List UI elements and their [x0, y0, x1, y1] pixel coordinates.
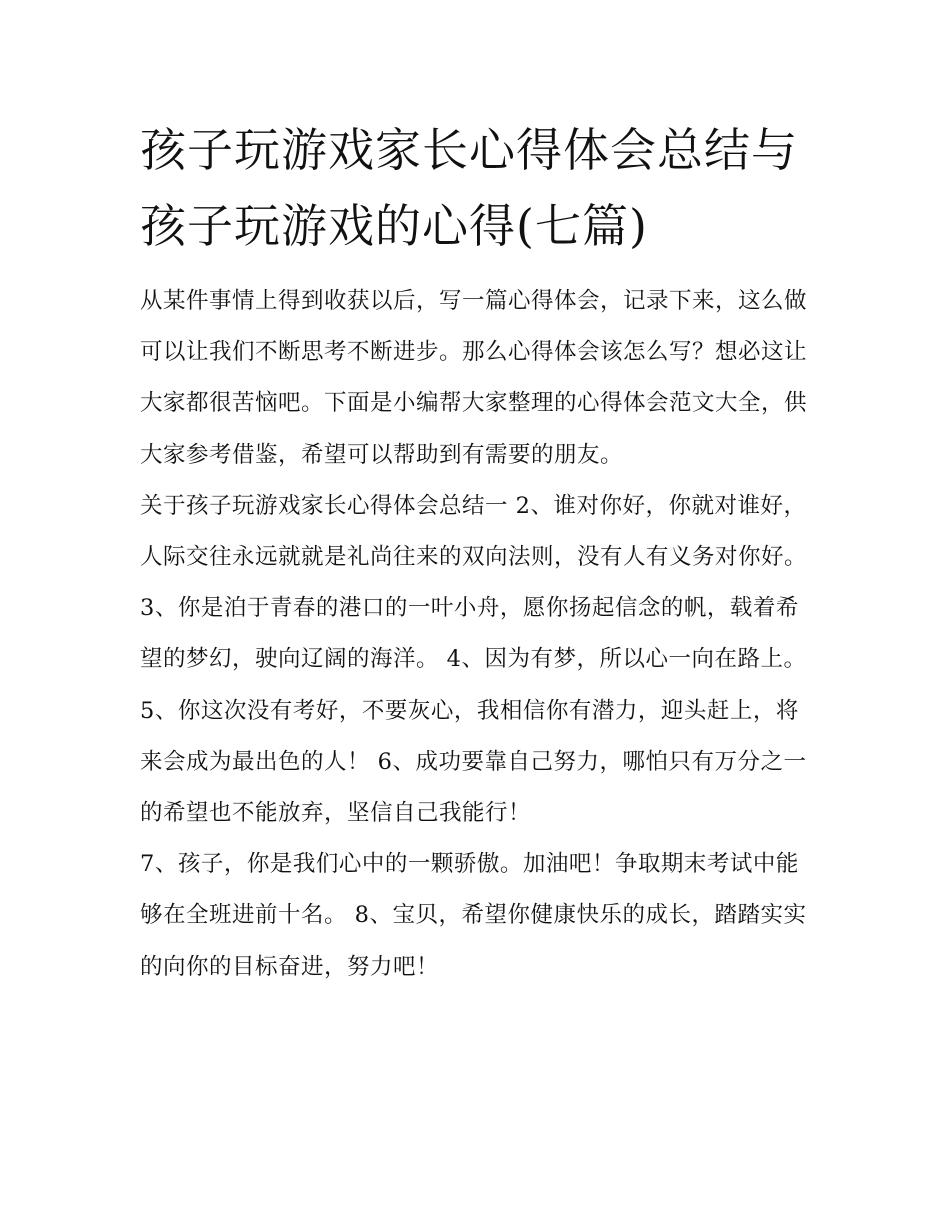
paragraph-7: 7、孩子，你是我们心中的一颗骄傲。加油吧！争取期末考试中能够在全班进前十名。 8、宝贝，希望你健康快乐的成长，踏踏实实的向你的目标奋进，努力吧！	[140, 851, 807, 980]
paragraph-5: 5、你这次没有考好，不要灰心，我相信你有潜力，迎头赶上，将来会成为最出色的人！ 6、成功要靠自己努力，哪怕只有万分之一的希望也不能放弃，坚信自己我能行！	[140, 697, 807, 827]
paragraph-intro: 从某件事情上得到收获以后，写一篇心得体会，记录下来，这么做可以让我们不断思考不断进步。那么心得体会该怎么写？想必这让大家都很苦恼吧。下面是小编帮大家整理的心得体会范文大全，供大家参考借鉴，希望可以帮助到有需要的朋友。	[140, 288, 808, 468]
paragraph-2: 关于孩子玩游戏家长心得体会总结一 2、谁对你好，你就对谁好，人际交往永远就就是礼尚往来的双向法则，没有人有义务对你好。	[140, 492, 808, 571]
paragraph-3: 3、你是泊于青春的港口的一叶小舟，愿你扬起信念的帆，载着希望的梦幻，驶向辽阔的海洋。 4、因为有梦，所以心一向在路上。	[140, 595, 807, 673]
document-body	[140, 276, 820, 993]
document-title: 孩子玩游戏家长心得体会总结与孩子玩游戏的心得(七篇)	[140, 123, 798, 253]
